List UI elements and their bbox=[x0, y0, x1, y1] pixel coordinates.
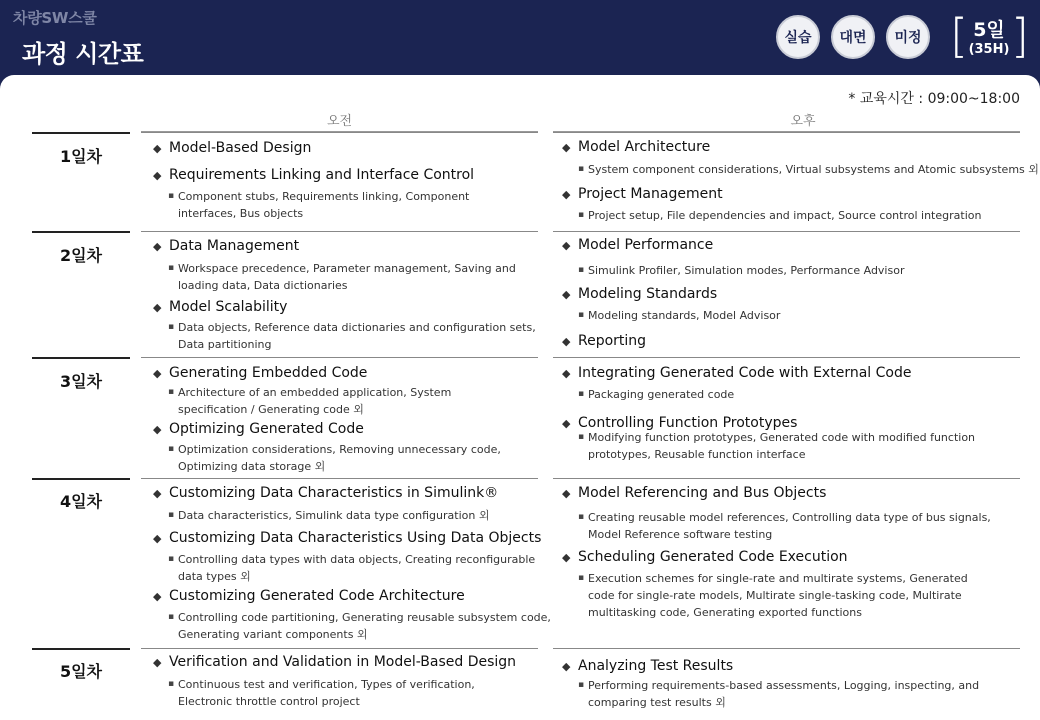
am-topic bbox=[153, 588, 465, 604]
am-topic-details bbox=[168, 260, 516, 294]
topic-title: Customizing Data Characteristics Using Data Objects bbox=[169, 530, 542, 546]
topic-title: Customizing Data Characteristics in Simulink® bbox=[169, 485, 499, 501]
day-rule-am bbox=[141, 648, 538, 649]
pm-topic bbox=[562, 658, 733, 674]
am-topic bbox=[153, 654, 516, 670]
detail-line: Model Reference software testing bbox=[588, 528, 773, 541]
topic-title: Model-Based Design bbox=[169, 140, 312, 156]
am-topic-details bbox=[168, 384, 452, 418]
am-topic bbox=[153, 299, 287, 315]
education-time-note: * 교육시간 : 09:00~18:00 bbox=[848, 91, 1020, 107]
detail-line: Generating variant components 외 bbox=[178, 628, 368, 641]
topic-title: Model Referencing and Bus Objects bbox=[578, 485, 827, 501]
small-bullet-icon: ▪ bbox=[168, 322, 175, 332]
duration-days: 5일 bbox=[973, 19, 1005, 41]
diamond-bullet-icon: ◆ bbox=[153, 656, 162, 669]
detail-line: Electronic throttle control project bbox=[178, 695, 360, 708]
small-bullet-icon: ▪ bbox=[578, 210, 585, 220]
detail-line: Packaging generated code bbox=[588, 388, 735, 401]
topic-title: Reporting bbox=[578, 333, 647, 349]
day-label: 2일차 bbox=[59, 246, 103, 265]
detail-line: prototypes, Reusable function interface bbox=[588, 448, 806, 461]
small-bullet-icon: ▪ bbox=[578, 265, 585, 275]
day-rule-left bbox=[32, 648, 130, 650]
diamond-bullet-icon: ◆ bbox=[153, 240, 162, 253]
small-bullet-icon: ▪ bbox=[578, 164, 585, 174]
diamond-bullet-icon: ◆ bbox=[562, 551, 571, 564]
diamond-bullet-icon: ◆ bbox=[562, 141, 571, 154]
small-bullet-icon: ▪ bbox=[168, 612, 175, 622]
day-rule-pm bbox=[553, 231, 1020, 232]
pm-topic bbox=[562, 333, 646, 349]
am-topic-details bbox=[168, 441, 501, 475]
pm-topic bbox=[562, 237, 713, 253]
diamond-bullet-icon: ◆ bbox=[153, 301, 162, 314]
topic-title: Optimizing Generated Code bbox=[169, 421, 364, 437]
topic-title: Generating Embedded Code bbox=[169, 365, 368, 381]
topic-title: Model Architecture bbox=[578, 139, 711, 155]
detail-line: Controlling data types with data objects, Creating reconfigurable bbox=[178, 553, 536, 566]
day-rule-left bbox=[32, 478, 130, 480]
brand-logo-text: 차량SW스쿨 bbox=[13, 9, 97, 27]
day-rule-am bbox=[141, 132, 538, 133]
am-topic bbox=[153, 167, 474, 183]
topic-title: Requirements Linking and Interface Control bbox=[169, 167, 475, 183]
diamond-bullet-icon: ◆ bbox=[153, 487, 162, 500]
column-header-am: 오전 bbox=[326, 114, 353, 129]
am-topic bbox=[153, 140, 311, 156]
day-rule-pm bbox=[553, 648, 1020, 649]
small-bullet-icon: ▪ bbox=[578, 310, 585, 320]
header-bar bbox=[0, 0, 1040, 82]
duration-hours: (35H) bbox=[968, 42, 1010, 57]
pm-topic bbox=[562, 485, 826, 501]
am-topic bbox=[153, 485, 498, 501]
detail-line: Data characteristics, Simulink data type configuration 외 bbox=[178, 509, 490, 522]
page-title: 과정 시간표 bbox=[22, 40, 144, 68]
topic-title: Data Management bbox=[169, 238, 300, 254]
detail-line: Project setup, File dependencies and impact, Source control integration bbox=[588, 209, 982, 222]
detail-line: Workspace precedence, Parameter management, Saving and bbox=[178, 262, 516, 275]
diamond-bullet-icon: ◆ bbox=[562, 367, 571, 380]
pm-topic bbox=[562, 186, 723, 202]
small-bullet-icon: ▪ bbox=[578, 432, 585, 442]
diamond-bullet-icon: ◆ bbox=[562, 417, 571, 430]
detail-line: data types 외 bbox=[178, 570, 251, 583]
pm-topic-details bbox=[578, 429, 976, 463]
small-bullet-icon: ▪ bbox=[168, 679, 175, 689]
diamond-bullet-icon: ◆ bbox=[562, 288, 571, 301]
detail-line: Controlling code partitioning, Generating reusable subsystem code, bbox=[178, 611, 551, 624]
detail-line: Execution schemes for single-rate and multirate systems, Generated bbox=[588, 572, 968, 585]
diamond-bullet-icon: ◆ bbox=[153, 169, 162, 182]
pm-topic-details bbox=[578, 307, 781, 324]
pm-topic-details bbox=[578, 677, 980, 711]
pm-topic-details bbox=[578, 570, 968, 621]
detail-line: Optimizing data storage 외 bbox=[178, 460, 326, 473]
small-bullet-icon: ▪ bbox=[578, 512, 585, 522]
topic-title: Model Performance bbox=[578, 237, 714, 253]
day-label: 3일차 bbox=[59, 372, 103, 391]
diamond-bullet-icon: ◆ bbox=[153, 423, 162, 436]
detail-line: comparing test results 외 bbox=[588, 696, 726, 709]
bracket-open: [ bbox=[950, 9, 968, 63]
topic-title: Model Scalability bbox=[169, 299, 288, 315]
detail-line: Data partitioning bbox=[178, 338, 272, 351]
pm-topic-details bbox=[578, 207, 982, 224]
topic-title: Project Management bbox=[578, 186, 723, 202]
small-bullet-icon: ▪ bbox=[168, 444, 175, 454]
small-bullet-icon: ▪ bbox=[578, 573, 585, 583]
am-topic-details bbox=[168, 676, 475, 710]
detail-line: multitasking code, Generating exported functions bbox=[588, 606, 862, 619]
detail-line: specification / Generating code 외 bbox=[178, 403, 364, 416]
badge-in-person: 대면 bbox=[831, 15, 875, 59]
detail-line: Architecture of an embedded application, System bbox=[178, 386, 452, 399]
diamond-bullet-icon: ◆ bbox=[153, 590, 162, 603]
detail-line: Modeling standards, Model Advisor bbox=[588, 309, 781, 322]
small-bullet-icon: ▪ bbox=[168, 510, 175, 520]
detail-line: Creating reusable model references, Controlling data type of bus signals, bbox=[588, 511, 991, 524]
small-bullet-icon: ▪ bbox=[578, 680, 585, 690]
day-rule-left bbox=[32, 132, 130, 134]
day-rule-left bbox=[32, 231, 130, 233]
pm-topic-details bbox=[578, 262, 905, 279]
detail-line: Continuous test and verification, Types of verification, bbox=[178, 678, 475, 691]
small-bullet-icon: ▪ bbox=[168, 554, 175, 564]
badge-practice: 실습 bbox=[776, 15, 820, 59]
badge-undecided: 미정 bbox=[886, 15, 930, 59]
diamond-bullet-icon: ◆ bbox=[562, 660, 571, 673]
pm-topic-details bbox=[578, 161, 1039, 178]
am-topic bbox=[153, 365, 367, 381]
pm-topic bbox=[562, 139, 710, 155]
day-rule-pm bbox=[553, 478, 1020, 479]
am-topic-details bbox=[168, 188, 470, 222]
bracket-close: ] bbox=[1011, 9, 1029, 63]
day-label: 5일차 bbox=[59, 662, 103, 681]
diamond-bullet-icon: ◆ bbox=[562, 487, 571, 500]
day-rule-pm bbox=[553, 357, 1020, 358]
small-bullet-icon: ▪ bbox=[168, 191, 175, 201]
detail-line: System component considerations, Virtual subsystems and Atomic subsystems 외 bbox=[588, 163, 1039, 176]
topic-title: Modeling Standards bbox=[578, 286, 718, 302]
am-topic-details bbox=[168, 551, 536, 585]
pm-topic bbox=[562, 549, 848, 565]
am-topic bbox=[153, 421, 364, 437]
diamond-bullet-icon: ◆ bbox=[153, 367, 162, 380]
day-rule-left bbox=[32, 357, 130, 359]
pm-topic-details bbox=[578, 509, 991, 543]
topic-title: Analyzing Test Results bbox=[578, 658, 734, 674]
topic-title: Customizing Generated Code Architecture bbox=[169, 588, 465, 604]
day-rule-pm bbox=[553, 132, 1020, 133]
topic-title: Controlling Function Prototypes bbox=[578, 415, 798, 431]
detail-line: Data objects, Reference data dictionaries and configuration sets, bbox=[178, 321, 536, 334]
day-rule-am bbox=[141, 231, 538, 232]
detail-line: Performing requirements-based assessments, Logging, inspecting, and bbox=[588, 679, 980, 692]
detail-line: interfaces, Bus objects bbox=[178, 207, 304, 220]
am-topic bbox=[153, 238, 299, 254]
am-topic-details bbox=[168, 507, 490, 524]
am-topic bbox=[153, 530, 541, 546]
pm-topic bbox=[562, 286, 717, 302]
small-bullet-icon: ▪ bbox=[578, 389, 585, 399]
pm-topic-details bbox=[578, 386, 735, 403]
column-header-pm: 오후 bbox=[790, 114, 816, 129]
am-topic-details bbox=[168, 609, 551, 643]
topic-title: Verification and Validation in Model-Based Design bbox=[169, 654, 517, 670]
diamond-bullet-icon: ◆ bbox=[562, 335, 571, 348]
day-rule-am bbox=[141, 357, 538, 358]
diamond-bullet-icon: ◆ bbox=[562, 188, 571, 201]
diamond-bullet-icon: ◆ bbox=[153, 142, 162, 155]
day-label: 4일차 bbox=[59, 492, 103, 511]
day-rule-am bbox=[141, 478, 538, 479]
day-label: 1일차 bbox=[59, 147, 103, 166]
diamond-bullet-icon: ◆ bbox=[562, 239, 571, 252]
detail-line: Modifying function prototypes, Generated code with modified function bbox=[588, 431, 976, 444]
diamond-bullet-icon: ◆ bbox=[153, 532, 162, 545]
topic-title: Scheduling Generated Code Execution bbox=[578, 549, 848, 565]
detail-line: Component stubs, Requirements linking, Component bbox=[178, 190, 470, 203]
pm-topic bbox=[562, 365, 911, 381]
am-topic-details bbox=[168, 319, 536, 353]
detail-line: Simulink Profiler, Simulation modes, Performance Advisor bbox=[588, 264, 905, 277]
detail-line: Optimization considerations, Removing unnecessary code, bbox=[178, 443, 501, 456]
topic-title: Integrating Generated Code with External Code bbox=[578, 365, 912, 381]
small-bullet-icon: ▪ bbox=[168, 387, 175, 397]
small-bullet-icon: ▪ bbox=[168, 263, 175, 273]
detail-line: code for single-rate models, Multirate single-tasking code, Multirate bbox=[588, 589, 962, 602]
detail-line: loading data, Data dictionaries bbox=[178, 279, 348, 292]
